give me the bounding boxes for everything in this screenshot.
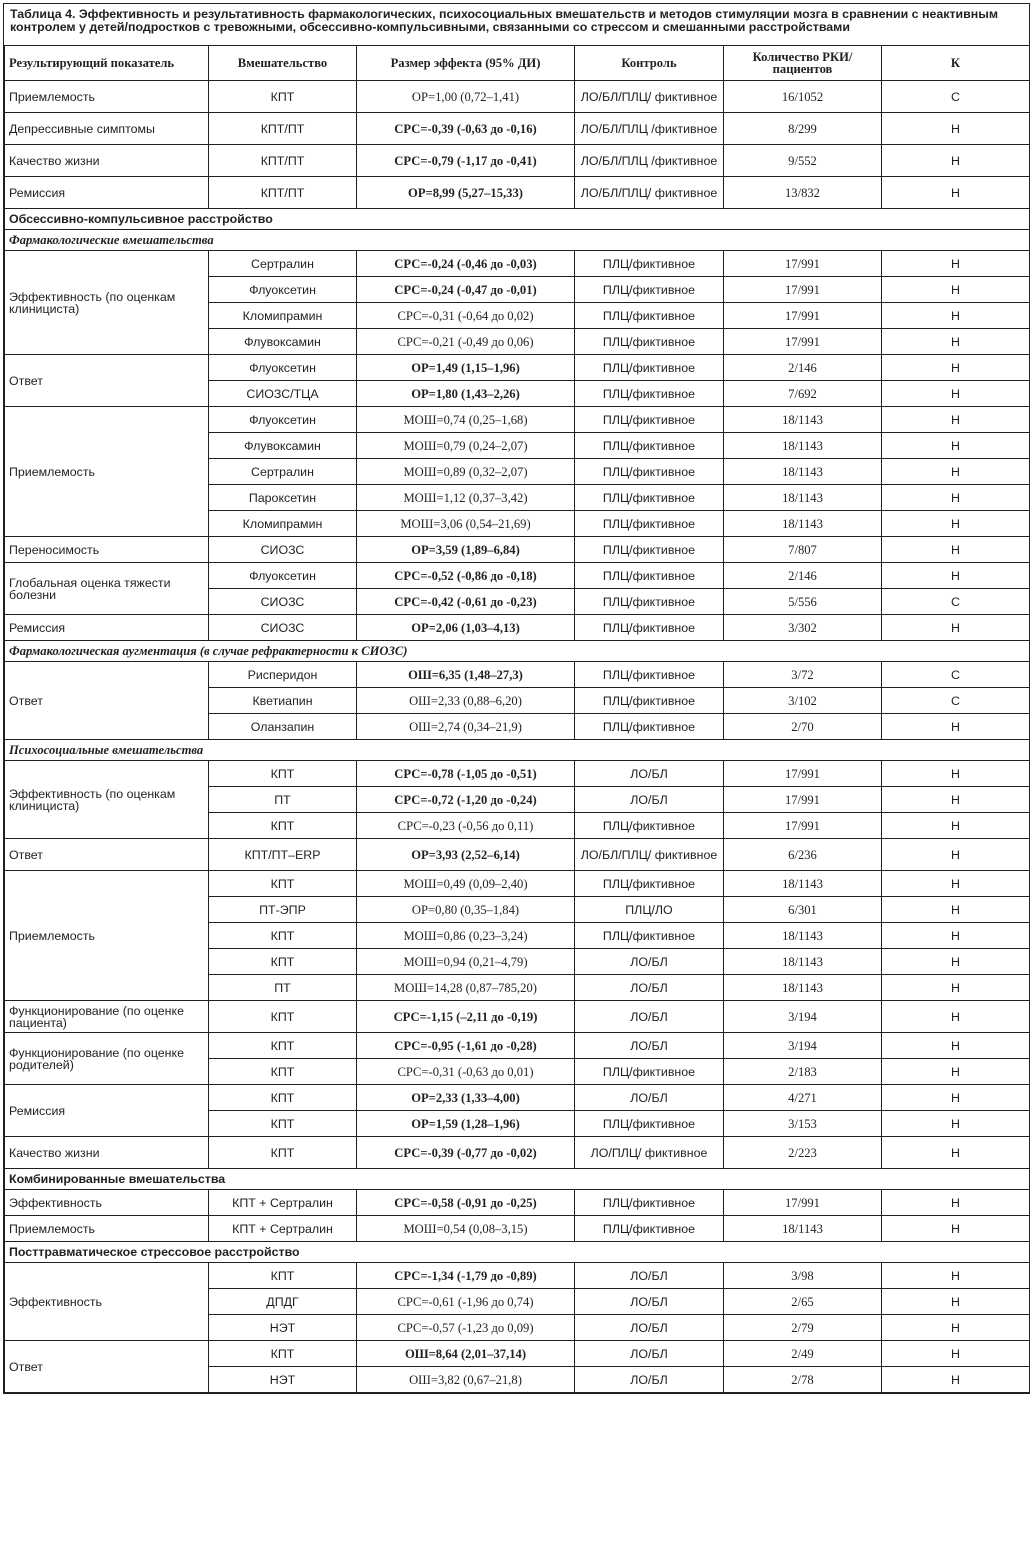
subsection-title: Психосоциальные вмешательства (5, 740, 1030, 761)
table-caption: Таблица 4. Эффективность и результативность фармакологических, психосоциальных вмешательств и методов стимуляции мозга в сравнении с неактивным контролем у детей/подростков с тревожными, обсессивно-компульсивными, связанными со стрессом и смешанными расстройствами (10, 7, 999, 34)
cell-rct-count: 3/98 (724, 1263, 882, 1289)
cell-effect-size: СРС=-0,78 (-1,05 до -0,51) (357, 761, 575, 787)
cell-rct-count: 3/153 (724, 1111, 882, 1137)
cell-effect-size: МОШ=3,06 (0,54–21,69) (357, 511, 575, 537)
cell-outcome: Качество жизни (5, 1137, 209, 1169)
cell-intervention: НЭТ (209, 1315, 357, 1341)
cell-effect-size: МОШ=0,79 (0,24–2,07) (357, 433, 575, 459)
results-table (4, 45, 1030, 1393)
cell-effect-size: ОР=3,59 (1,89–6,84) (357, 537, 575, 563)
cell-outcome: Депрессивные симптомы (5, 113, 209, 145)
cell-effect-size: СРС=-0,39 (-0,77 до -0,02) (357, 1137, 575, 1169)
cell-outcome: Приемлемость (5, 81, 209, 113)
cell-effect-size: СРС=-0,95 (-1,61 до -0,28) (357, 1033, 575, 1059)
cell-control: ПЛЦ/фиктивное (575, 813, 724, 839)
cell-intervention: КПТ (209, 1085, 357, 1111)
cell-intervention: НЭТ (209, 1367, 357, 1393)
cell-effect-size: МОШ=0,86 (0,23–3,24) (357, 923, 575, 949)
cell-rct-count: 17/991 (724, 251, 882, 277)
cell-effect-size: ОР=1,00 (0,72–1,41) (357, 81, 575, 113)
cell-rct-count: 8/299 (724, 113, 882, 145)
cell-effect-size: ОР=3,93 (2,52–6,14) (357, 839, 575, 871)
cell-control: ПЛЦ/фиктивное (575, 381, 724, 407)
cell-rct-count: 18/1143 (724, 975, 882, 1001)
cell-control: ПЛЦ/фиктивное (575, 433, 724, 459)
cell-rct-count: 3/194 (724, 1001, 882, 1033)
cell-control: ЛО/БЛ (575, 787, 724, 813)
cell-rct-count: 7/807 (724, 537, 882, 563)
header-intervention: Вмешательство (209, 46, 357, 81)
subsection-title: Фармакологические вмешательства (5, 230, 1030, 251)
cell-effect-size: ОР=0,80 (0,35–1,84) (357, 897, 575, 923)
table-row (5, 251, 1030, 277)
cell-k: Н (882, 1289, 1030, 1315)
cell-effect-size: ОШ=8,64 (2,01–37,14) (357, 1341, 575, 1367)
cell-rct-count: 2/49 (724, 1341, 882, 1367)
table-row (5, 871, 1030, 897)
cell-intervention: КПТ/ПТ (209, 145, 357, 177)
cell-effect-size: МОШ=0,74 (0,25–1,68) (357, 407, 575, 433)
cell-k: Н (882, 1341, 1030, 1367)
cell-rct-count: 18/1143 (724, 1216, 882, 1242)
cell-outcome: Переносимость (5, 537, 209, 563)
cell-effect-size: МОШ=0,94 (0,21–4,79) (357, 949, 575, 975)
cell-control: ПЛЦ/фиктивное (575, 329, 724, 355)
cell-rct-count: 3/102 (724, 688, 882, 714)
table-row (5, 662, 1030, 688)
cell-rct-count: 5/556 (724, 589, 882, 615)
table-row (5, 1263, 1030, 1289)
cell-rct-count: 17/991 (724, 1190, 882, 1216)
cell-k: Н (882, 871, 1030, 897)
cell-intervention: Пароксетин (209, 485, 357, 511)
subsection-row (5, 230, 1030, 251)
cell-k: Н (882, 897, 1030, 923)
cell-intervention: КПТ (209, 923, 357, 949)
cell-effect-size: ОР=2,33 (1,33–4,00) (357, 1085, 575, 1111)
cell-k: Н (882, 923, 1030, 949)
cell-control: ЛО/БЛ/ПЛЦ/ фиктивное (575, 177, 724, 209)
cell-k: Н (882, 381, 1030, 407)
cell-k: Н (882, 1111, 1030, 1137)
table-row (5, 1341, 1030, 1367)
cell-effect-size: ОР=1,59 (1,28–1,96) (357, 1111, 575, 1137)
cell-effect-size: СРС=-0,24 (-0,46 до -0,03) (357, 251, 575, 277)
table-row (5, 1033, 1030, 1059)
cell-effect-size: ОШ=2,33 (0,88–6,20) (357, 688, 575, 714)
cell-control: ПЛЦ/фиктивное (575, 537, 724, 563)
cell-rct-count: 18/1143 (724, 459, 882, 485)
cell-effect-size: СРС=-0,21 (-0,49 до 0,06) (357, 329, 575, 355)
cell-k: Н (882, 1033, 1030, 1059)
cell-effect-size: СРС=-0,57 (-1,23 до 0,09) (357, 1315, 575, 1341)
cell-intervention: Флуоксетин (209, 355, 357, 381)
cell-effect-size: СРС=-0,52 (-0,86 до -0,18) (357, 563, 575, 589)
cell-k: Н (882, 1085, 1030, 1111)
cell-control: ПЛЦ/фиктивное (575, 1216, 724, 1242)
cell-outcome: Приемлемость (5, 1216, 209, 1242)
cell-rct-count: 6/301 (724, 897, 882, 923)
table-row (5, 113, 1030, 145)
cell-k: Н (882, 813, 1030, 839)
cell-control: ЛО/БЛ (575, 761, 724, 787)
cell-outcome: Ремиссия (5, 1085, 209, 1137)
cell-control: ПЛЦ/фиктивное (575, 1111, 724, 1137)
section-title: Комбинированные вмешательства (5, 1169, 1030, 1190)
cell-control: ПЛЦ/фиктивное (575, 563, 724, 589)
cell-rct-count: 17/991 (724, 813, 882, 839)
cell-intervention: КПТ/ПТ–ERP (209, 839, 357, 871)
cell-effect-size: СРС=-0,79 (-1,17 до -0,41) (357, 145, 575, 177)
table-row (5, 537, 1030, 563)
section-row (5, 1169, 1030, 1190)
header-effect-size: Размер эффекта (95% ДИ) (357, 46, 575, 81)
cell-control: ЛО/БЛ (575, 1367, 724, 1393)
cell-rct-count: 16/1052 (724, 81, 882, 113)
cell-effect-size: СРС=-0,61 (-1,96 до 0,74) (357, 1289, 575, 1315)
cell-effect-size: ОР=1,80 (1,43–2,26) (357, 381, 575, 407)
cell-control: ЛО/БЛ (575, 1085, 724, 1111)
cell-rct-count: 3/72 (724, 662, 882, 688)
section-title: Обсессивно-компульсивное расстройство (5, 209, 1030, 230)
cell-effect-size: ОР=1,49 (1,15–1,96) (357, 355, 575, 381)
cell-control: ПЛЦ/фиктивное (575, 277, 724, 303)
cell-outcome: Приемлемость (5, 407, 209, 537)
cell-k: Н (882, 303, 1030, 329)
cell-intervention: КПТ + Сертралин (209, 1216, 357, 1242)
cell-outcome: Эффективность (5, 1190, 209, 1216)
cell-effect-size: СРС=-0,31 (-0,63 до 0,01) (357, 1059, 575, 1085)
cell-rct-count: 18/1143 (724, 949, 882, 975)
cell-rct-count: 2/78 (724, 1367, 882, 1393)
cell-outcome: Ремиссия (5, 615, 209, 641)
cell-k: Н (882, 1059, 1030, 1085)
cell-control: ЛО/БЛ (575, 975, 724, 1001)
cell-control: ПЛЦ/фиктивное (575, 662, 724, 688)
cell-k: Н (882, 113, 1030, 145)
cell-control: ЛО/БЛ/ПЛЦ/ фиктивное (575, 81, 724, 113)
cell-control: ПЛЦ/фиктивное (575, 251, 724, 277)
cell-intervention: СИОЗС (209, 537, 357, 563)
cell-control: ЛО/БЛ (575, 1341, 724, 1367)
cell-intervention: ПТ (209, 787, 357, 813)
cell-outcome: Эффективность (5, 1263, 209, 1341)
cell-intervention: Флувоксамин (209, 433, 357, 459)
cell-outcome: Ответ (5, 839, 209, 871)
cell-intervention: КПТ (209, 1137, 357, 1169)
cell-k: Н (882, 459, 1030, 485)
cell-control: ЛО/БЛ (575, 1001, 724, 1033)
cell-effect-size: МОШ=0,54 (0,08–3,15) (357, 1216, 575, 1242)
cell-intervention: СИОЗС/ТЦА (209, 381, 357, 407)
cell-control: ПЛЦ/фиктивное (575, 615, 724, 641)
table-row (5, 1085, 1030, 1111)
cell-effect-size: СРС=-0,39 (-0,63 до -0,16) (357, 113, 575, 145)
cell-outcome: Приемлемость (5, 871, 209, 1001)
cell-rct-count: 18/1143 (724, 407, 882, 433)
cell-control: ЛО/БЛ (575, 1315, 724, 1341)
header-outcome: Результирующий показатель (5, 46, 209, 81)
cell-rct-count: 7/692 (724, 381, 882, 407)
cell-k: Н (882, 355, 1030, 381)
cell-effect-size: ОР=2,06 (1,03–4,13) (357, 615, 575, 641)
cell-effect-size: ОШ=2,74 (0,34–21,9) (357, 714, 575, 740)
cell-effect-size: МОШ=0,89 (0,32–2,07) (357, 459, 575, 485)
cell-intervention: Кломипрамин (209, 511, 357, 537)
cell-control: ПЛЦ/фиктивное (575, 1190, 724, 1216)
table-row (5, 1216, 1030, 1242)
cell-effect-size: ОШ=3,82 (0,67–21,8) (357, 1367, 575, 1393)
cell-rct-count: 18/1143 (724, 871, 882, 897)
cell-k: Н (882, 407, 1030, 433)
cell-intervention: СИОЗС (209, 589, 357, 615)
cell-control: ПЛЦ/фиктивное (575, 485, 724, 511)
cell-rct-count: 18/1143 (724, 511, 882, 537)
cell-k: Н (882, 329, 1030, 355)
cell-intervention: КПТ (209, 81, 357, 113)
cell-intervention: КПТ/ПТ (209, 113, 357, 145)
cell-k: Н (882, 145, 1030, 177)
cell-k: Н (882, 511, 1030, 537)
cell-intervention: ДПДГ (209, 1289, 357, 1315)
subsection-row (5, 641, 1030, 662)
cell-outcome: Ответ (5, 355, 209, 407)
cell-rct-count: 9/552 (724, 145, 882, 177)
cell-k: Н (882, 761, 1030, 787)
table-row (5, 563, 1030, 589)
cell-k: Н (882, 714, 1030, 740)
cell-effect-size: МОШ=0,49 (0,09–2,40) (357, 871, 575, 897)
cell-intervention: КПТ (209, 949, 357, 975)
cell-control: ПЛЦ/фиктивное (575, 355, 724, 381)
cell-control: ПЛЦ/фиктивное (575, 407, 724, 433)
cell-effect-size: СРС=-0,72 (-1,20 до -0,24) (357, 787, 575, 813)
cell-rct-count: 2/70 (724, 714, 882, 740)
cell-outcome: Функционирование (по оценке родителей) (5, 1033, 209, 1085)
cell-intervention: СИОЗС (209, 615, 357, 641)
cell-k: Н (882, 563, 1030, 589)
cell-k: Н (882, 975, 1030, 1001)
cell-k: Н (882, 1263, 1030, 1289)
cell-control: ЛО/БЛ/ПЛЦ /фиктивное (575, 145, 724, 177)
cell-rct-count: 3/194 (724, 1033, 882, 1059)
cell-rct-count: 2/146 (724, 355, 882, 381)
cell-rct-count: 18/1143 (724, 923, 882, 949)
cell-rct-count: 17/991 (724, 277, 882, 303)
cell-intervention: Рисперидон (209, 662, 357, 688)
cell-k: Н (882, 277, 1030, 303)
cell-k: С (882, 662, 1030, 688)
cell-effect-size: МОШ=14,28 (0,87–785,20) (357, 975, 575, 1001)
cell-control: ПЛЦ/фиктивное (575, 871, 724, 897)
cell-rct-count: 4/271 (724, 1085, 882, 1111)
header-k: К (882, 46, 1030, 81)
cell-control: ПЛЦ/фиктивное (575, 589, 724, 615)
cell-intervention: КПТ (209, 871, 357, 897)
section-row (5, 1242, 1030, 1263)
cell-k: Н (882, 485, 1030, 511)
cell-k: Н (882, 177, 1030, 209)
cell-rct-count: 17/991 (724, 329, 882, 355)
cell-rct-count: 13/832 (724, 177, 882, 209)
cell-rct-count: 17/991 (724, 303, 882, 329)
cell-outcome: Функционирование (по оценке пациента) (5, 1001, 209, 1033)
cell-effect-size: СРС=-0,24 (-0,47 до -0,01) (357, 277, 575, 303)
cell-intervention: КПТ + Сертралин (209, 1190, 357, 1216)
table-row (5, 1190, 1030, 1216)
cell-rct-count: 2/183 (724, 1059, 882, 1085)
cell-rct-count: 2/223 (724, 1137, 882, 1169)
cell-k: Н (882, 251, 1030, 277)
cell-outcome: Качество жизни (5, 145, 209, 177)
cell-k: Н (882, 1315, 1030, 1341)
cell-k: С (882, 589, 1030, 615)
cell-effect-size: СРС=-1,34 (-1,79 до -0,89) (357, 1263, 575, 1289)
cell-k: Н (882, 433, 1030, 459)
cell-effect-size: СРС=-0,58 (-0,91 до -0,25) (357, 1190, 575, 1216)
table-row (5, 1137, 1030, 1169)
cell-control: ПЛЦ/фиктивное (575, 459, 724, 485)
table-row (5, 615, 1030, 641)
cell-k: Н (882, 1216, 1030, 1242)
cell-intervention: Флуоксетин (209, 277, 357, 303)
cell-control: ЛО/ПЛЦ/ фиктивное (575, 1137, 724, 1169)
cell-control: ЛО/БЛ (575, 1033, 724, 1059)
cell-rct-count: 3/302 (724, 615, 882, 641)
subsection-title: Фармакологическая аугментация (в случае рефрактерности к СИОЗС) (5, 641, 1030, 662)
cell-intervention: КПТ (209, 1111, 357, 1137)
cell-intervention: Кломипрамин (209, 303, 357, 329)
cell-control: ЛО/БЛ (575, 949, 724, 975)
cell-control: ПЛЦ/фиктивное (575, 303, 724, 329)
cell-intervention: ПТ (209, 975, 357, 1001)
cell-k: С (882, 81, 1030, 113)
cell-effect-size: ОШ=6,35 (1,48–27,3) (357, 662, 575, 688)
cell-rct-count: 2/146 (724, 563, 882, 589)
cell-effect-size: СРС=-0,31 (-0,64 до 0,02) (357, 303, 575, 329)
cell-control: ЛО/БЛ (575, 1289, 724, 1315)
cell-effect-size: ОР=8,99 (5,27–15,33) (357, 177, 575, 209)
cell-control: ЛО/БЛ/ПЛЦ /фиктивное (575, 113, 724, 145)
cell-intervention: КПТ (209, 1001, 357, 1033)
cell-control: ПЛЦ/ЛО (575, 897, 724, 923)
table-row (5, 177, 1030, 209)
cell-outcome: Эффективность (по оценкам клинициста) (5, 761, 209, 839)
cell-rct-count: 2/65 (724, 1289, 882, 1315)
subsection-row (5, 740, 1030, 761)
table-row (5, 407, 1030, 433)
cell-control: ПЛЦ/фиктивное (575, 1059, 724, 1085)
cell-k: Н (882, 949, 1030, 975)
cell-intervention: Оланзапин (209, 714, 357, 740)
cell-intervention: КПТ (209, 761, 357, 787)
cell-intervention: Флувоксамин (209, 329, 357, 355)
cell-rct-count: 18/1143 (724, 485, 882, 511)
cell-k: С (882, 688, 1030, 714)
cell-control: ПЛЦ/фиктивное (575, 714, 724, 740)
header-row (5, 46, 1030, 81)
cell-intervention: КПТ (209, 1263, 357, 1289)
cell-intervention: КПТ (209, 813, 357, 839)
cell-intervention: Сертралин (209, 459, 357, 485)
table-row (5, 839, 1030, 871)
cell-k: Н (882, 1367, 1030, 1393)
cell-control: ЛО/БЛ/ПЛЦ/ фиктивное (575, 839, 724, 871)
cell-intervention: КПТ (209, 1033, 357, 1059)
header-control: Контроль (575, 46, 724, 81)
table-row (5, 1001, 1030, 1033)
cell-effect-size: СРС=-0,42 (-0,61 до -0,23) (357, 589, 575, 615)
section-row (5, 209, 1030, 230)
cell-k: Н (882, 615, 1030, 641)
cell-outcome: Ответ (5, 1341, 209, 1393)
cell-rct-count: 6/236 (724, 839, 882, 871)
cell-outcome: Эффективность (по оценкам клинициста) (5, 251, 209, 355)
cell-outcome: Ремиссия (5, 177, 209, 209)
cell-intervention: Кветиапин (209, 688, 357, 714)
cell-control: ПЛЦ/фиктивное (575, 511, 724, 537)
header-rct-count: Количество РКИ/пациентов (724, 46, 882, 81)
cell-intervention: КПТ/ПТ (209, 177, 357, 209)
cell-rct-count: 2/79 (724, 1315, 882, 1341)
cell-rct-count: 17/991 (724, 787, 882, 813)
cell-effect-size: МОШ=1,12 (0,37–3,42) (357, 485, 575, 511)
cell-effect-size: СРС=-1,15 (–2,11 до -0,19) (357, 1001, 575, 1033)
cell-effect-size: СРС=-0,23 (-0,56 до 0,11) (357, 813, 575, 839)
cell-outcome: Ответ (5, 662, 209, 740)
table-row (5, 355, 1030, 381)
table-body (5, 81, 1030, 1393)
cell-intervention: Флуоксетин (209, 407, 357, 433)
cell-control: ПЛЦ/фиктивное (575, 923, 724, 949)
cell-intervention: Сертралин (209, 251, 357, 277)
table-row (5, 81, 1030, 113)
table-row (5, 145, 1030, 177)
cell-k: Н (882, 839, 1030, 871)
table-row (5, 761, 1030, 787)
cell-control: ПЛЦ/фиктивное (575, 688, 724, 714)
section-title: Посттравматическое стрессовое расстройство (5, 1242, 1030, 1263)
table-container (3, 3, 1030, 1394)
cell-outcome: Глобальная оценка тяжести болезни (5, 563, 209, 615)
cell-k: Н (882, 537, 1030, 563)
cell-k: Н (882, 1137, 1030, 1169)
cell-k: Н (882, 1190, 1030, 1216)
cell-rct-count: 18/1143 (724, 433, 882, 459)
cell-intervention: Флуоксетин (209, 563, 357, 589)
cell-intervention: КПТ (209, 1059, 357, 1085)
cell-control: ЛО/БЛ (575, 1263, 724, 1289)
cell-rct-count: 17/991 (724, 761, 882, 787)
cell-intervention: КПТ (209, 1341, 357, 1367)
cell-k: Н (882, 1001, 1030, 1033)
cell-k: Н (882, 787, 1030, 813)
cell-intervention: ПТ-ЭПР (209, 897, 357, 923)
